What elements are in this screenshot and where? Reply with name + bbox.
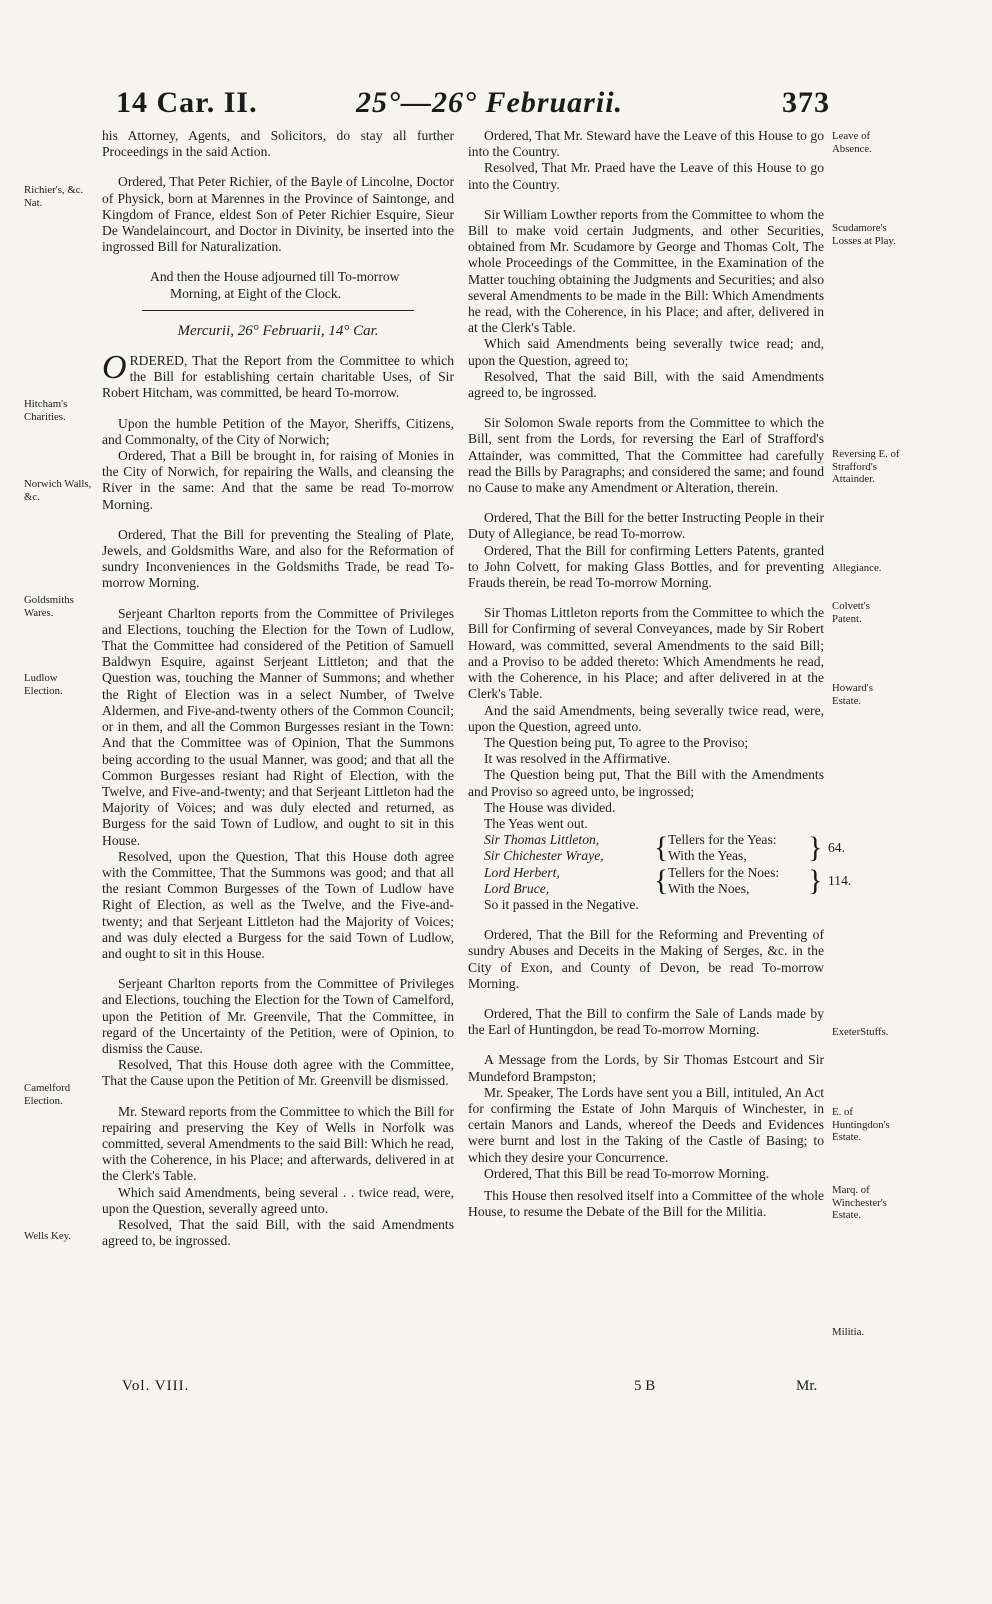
date-heading: Mercurii, 26° Februarii, 14° Car. (177, 322, 379, 339)
paragraph: Resolved, That this House doth agree with the Committee, That the Cause upon the Petition of Mr. Greenvill be dismissed. (102, 1057, 454, 1089)
paragraph: his Attorney, Agents, and Solicitors, do stay all further Proceedings in the said Action. (102, 128, 454, 160)
teller-role: With the Noes, (668, 880, 750, 896)
margin-note-richier: Richier's, &c. Nat. (24, 184, 84, 209)
paragraph: Resolved, That Mr. Praed have the Leave of this House to go into the Country. (468, 160, 824, 192)
paragraph: Sir Solomon Swale reports from the Committee to which the Bill, sent from the Lords, for reversing the Earl of Strafford's Attainder, was committed, That the Committee had carefully read the Bills by Paragraphs; and considered the same; and found no Cause to make any Amendment or Alteration, therein. (468, 415, 824, 496)
margin-note-norwich: Norwich Walls, &c. (24, 478, 92, 503)
margin-note-ludlow: Ludlow Election. (24, 672, 63, 697)
teller-role: With the Yeas, (668, 848, 747, 864)
section-rule (142, 310, 414, 311)
margin-note-goldsmiths: Goldsmiths Wares. (24, 594, 74, 619)
paragraph: The Yeas went out. (484, 815, 588, 831)
margin-note-winchester: Marq. of Winchester's Estate. (832, 1184, 887, 1221)
teller-role: Tellers for the Noes: (668, 864, 780, 880)
paragraph: The Question being put, To agree to the Proviso; (484, 734, 749, 750)
vote-count: 64. (828, 840, 845, 856)
left-column (102, 128, 454, 1249)
paragraph: Ordered, That the Bill for the better Instructing People in their Duty of Allegiance, be read To-morrow. (468, 510, 824, 542)
paragraph: Ordered, That the Bill to confirm the Sale of Lands made by the Earl of Huntingdon, be read To-morrow Morning. (468, 1005, 824, 1038)
paragraph: Ordered, That the Bill for confirming Letters Patents, granted to John Colvett, for making Glass Bottles, and for preventing Frauds therein, be read To-morrow Morning. (468, 542, 824, 591)
margin-note-leave: Leave of Absence. (832, 130, 872, 155)
paragraph: Ordered, That Mr. Steward have the Leave of this House to go into the Country. (468, 128, 824, 160)
division-tellers (468, 831, 852, 897)
margin-note-exeter: ExeterStuffs. (832, 1026, 889, 1038)
teller-name: Sir Chichester Wraye, (484, 848, 604, 864)
paragraph: So it passed in the Negative. (484, 896, 639, 912)
paragraph: A Message from the Lords, by Sir Thomas Estcourt and Sir Mundeford Brampston; (468, 1052, 824, 1084)
signature-mark: 5 B (634, 1378, 656, 1394)
paragraph: This House then resolved itself into a Committee of the whole House, to resume the Debate of the Bill for the Militia. (468, 1187, 824, 1220)
paragraph: Which said Amendments, being several . . twice read, were, upon the Question, severally agreed unto. (102, 1184, 454, 1216)
brace-icon: } (808, 831, 823, 865)
paragraph: Ordered, That the Bill for preventing the Stealing of Plate, Jewels, and Goldsmiths Ware, and also for the Reformation of sundry Inconveniences in the Goldsmiths Trade, be read To-morrow Morning. (102, 526, 454, 591)
paragraph: Resolved, That the said Bill, with the said Amendments agreed to, be ingrossed. (102, 1216, 454, 1249)
margin-note-allegiance: Allegiance. (832, 562, 882, 574)
paragraph: Ordered, That this Bill be read To-morrow Morning. (484, 1165, 770, 1181)
margin-note-scudamore: Scudamore's Losses at Play. (832, 222, 896, 247)
teller-name: Lord Herbert, (484, 864, 560, 880)
volume-footer: Vol. VIII. (122, 1378, 190, 1394)
paragraph: Mr. Speaker, The Lords have sent you a Bill, intituled, An Act for confirming the Estate of John Marquis of Winchester, in certain Manors and Lands, whereof the Deeds and Evidences were burnt and lost in the Taking of the Castle of Basing; to which they desire your Concurrence. (468, 1084, 824, 1165)
margin-note-hitcham: Hitcham's Charities. (24, 398, 68, 423)
paragraph: ORDERED, That the Report from the Committee to which the Bill for establishing certain charitable Uses, of Sir Robert Hitcham, was committed, be heard To-morrow. (102, 349, 454, 401)
paragraph: Ordered, That Peter Richier, of the Bayle of Lincolne, Doctor of Physick, born at Marennes in the Province of Saintonge, and Kingdom of France, eldest Son of Peter Richier Esquire, Sieur De Wandelaincourt, and Doctor in Divinity, be inserted into the ingrossed Bill for Naturalization. (102, 174, 454, 255)
paragraph: Ordered, That a Bill be brought in, for raising of Monies in the City of Norwich, for repairing the Walls, and cleansing the River in the same: And that the same be read To-morrow Morning. (102, 448, 454, 512)
paragraph: The House was divided. (484, 799, 616, 815)
margin-note-colvett: Colvett's Patent. (832, 600, 870, 625)
paragraph: Ordered, That the Bill for the Reforming and Preventing of sundry Abuses and Deceits in the Making of Serges, &c. in the City of Exon, and County of Devon, be read To-morrow Morning. (468, 927, 824, 991)
catchword: Mr. (796, 1378, 818, 1394)
paragraph: Upon the humble Petition of the Mayor, Sheriffs, Citizens, and Commonalty, of the City of Norwich; (102, 415, 454, 447)
paragraph: Serjeant Charlton reports from the Committee of Privileges and Elections, touching the Election for the Town of Ludlow, That the Committee had considered of the Petition of Samuell Baldwyn Esquire, against Serjeant Littleton; and that the Question was, touching the Manner of Summons; and whether the Right of Election was in a select Number, of Twelve Aldermen, and Five-and-twenty others of the Common Council; or in them, and all the Common Burgesses resiant in the Town: And that the Committee was of Opinion, That the Summons being according to the usual Manner, was good; and that all the Common Burgesses resiant had Right of Election, with the Twelve, and Five-and-twenty; and that Serjeant Littleton had the Majority of Voices; and was duly elected and returned, as Burgess for the said Town of Ludlow, and ought to sit in this House. (102, 605, 454, 848)
paragraph: And the said Amendments, being severally twice read, were, upon the Question, agreed unto. (468, 702, 824, 734)
margin-note-wells: Wells Key. (24, 1230, 72, 1242)
brace-icon: { (654, 863, 669, 897)
paragraph: Sir William Lowther reports from the Committee to whom the Bill to make void certain Judgments, and other Securities, obtained from Mr. Scudamore by George and Thomas Colt, The whole Proceedings of the Committee, in the Examination of the Matter touching obtaining the Judgments and Securities; and also several Amendments to be made in the Bill: Which Amendments he read, with the Coherence, in his Place; and after, delivered in at the Clerk's Table. (468, 206, 824, 336)
margin-note-militia: Militia. (832, 1326, 865, 1338)
margin-note-huntingdon: E. of Huntingdon's Estate. (832, 1106, 890, 1143)
paragraph: Mr. Steward reports from the Committee to which the Bill for repairing and preserving the Key of Wells in Norfolk was committed, several Amendments to the said Bill: Which he read, with the Coherence, in his Place; and afterwards, delivered in at the Clerk's Table. (102, 1103, 454, 1184)
header-page-number: 373 (782, 86, 830, 119)
adjournment-note: And then the House adjourned till To-morrow Morning, at Eight of the Clock. (150, 269, 400, 301)
brace-icon: { (654, 831, 669, 865)
margin-note-camelford: Camelford Election. (24, 1082, 71, 1107)
margin-note-strafford: Reversing E. of Strafford's Attainder. (832, 448, 900, 485)
brace-icon: } (808, 863, 823, 897)
margin-note-howard: Howard's Estate. (832, 682, 873, 707)
paragraph: Sir Thomas Littleton reports from the Committee to which the Bill for Confirming of several Conveyances, made by Sir Robert Howard, was committed, several Amendments to the said Bill; and a Proviso to be added thereto: Which Amendments he read, with the Coherence, in his Place; and after delivered in at the Clerk's Table. (468, 605, 824, 702)
paragraph: The Question being put, That the Bill with the Amendments and Proviso so agreed unto, be ingrossed; (468, 767, 824, 799)
header-regnal-year: 14 Car. II. (116, 86, 258, 119)
paragraph: It was resolved in the Affirmative. (484, 751, 671, 767)
paragraph: Resolved, upon the Question, That this House doth agree with the Committee, That the Summons was good; and that all the resiant Common Burgesses of the Town of Ludlow have Right of Election, as well as the Twelve, and the Five-and-twenty; and that Serjeant Littleton had the Majority of Voices; and was duly elected a Burgess for the said Town of Ludlow, and ought to sit in this House. (102, 848, 454, 961)
paragraph: Serjeant Charlton reports from the Committee of Privileges and Elections, touching the Election for the Town of Camelford, upon the Petition of Mr. Greenvile, That the Committee, in regard of the Uncertainty of the Petition, were of Opinion, to dismiss the Cause. (102, 976, 454, 1056)
header-date: 25°—26° Februarii. (356, 86, 624, 119)
paragraph: Resolved, That the said Bill, with the said Amendments agreed to, be ingrossed. (468, 368, 824, 401)
teller-role: Tellers for the Yeas: (668, 832, 777, 848)
drop-cap: O (102, 349, 127, 387)
paragraph: Which said Amendments being severally twice read; and, upon the Question, agreed to; (468, 336, 824, 368)
teller-name: Lord Bruce, (484, 880, 550, 896)
vote-count: 114. (828, 872, 852, 888)
teller-name: Sir Thomas Littleton, (484, 832, 600, 848)
